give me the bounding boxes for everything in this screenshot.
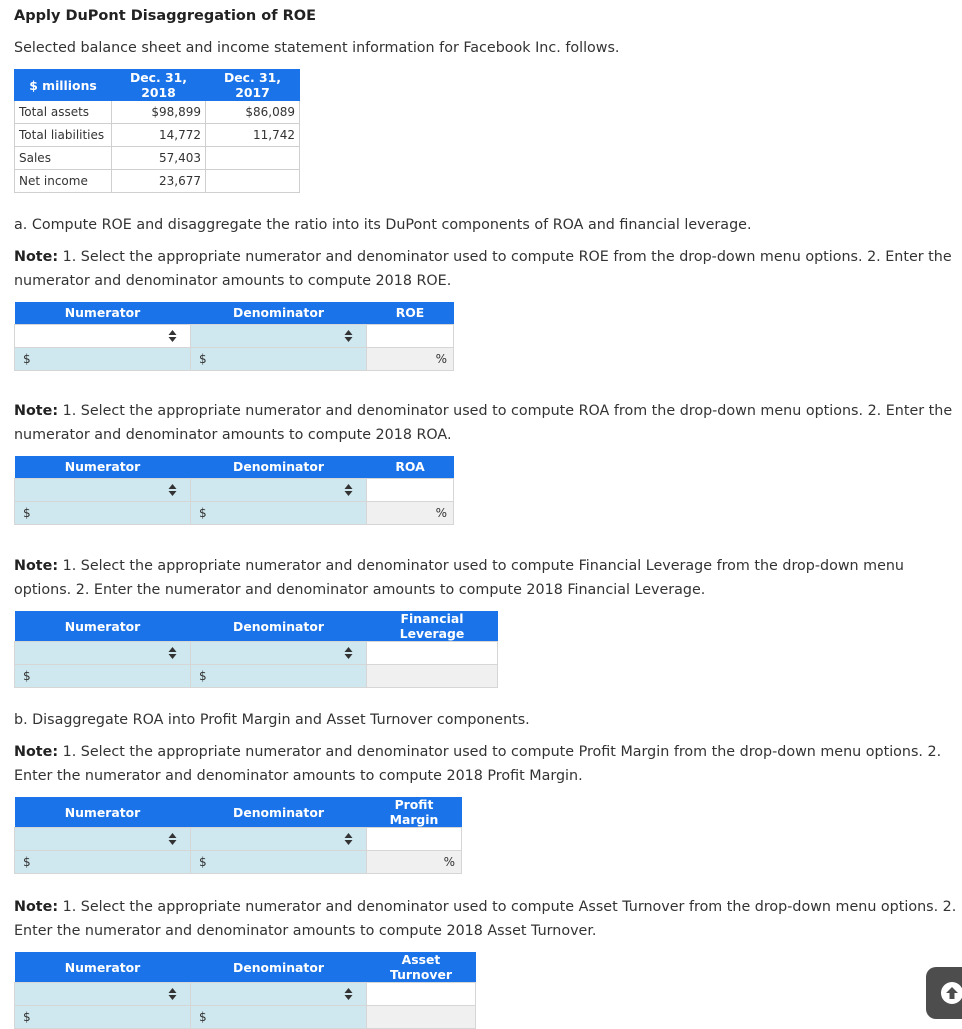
up-down-arrow-icon [344,646,353,660]
denominator-select[interactable] [191,478,367,501]
currency-symbol: $ [199,669,207,683]
numerator-input[interactable] [15,347,191,370]
denominator-header: Denominator [191,302,367,324]
roa-grid [14,456,454,525]
numerator-header: Numerator [15,952,191,983]
page-title: Apply DuPont Disaggregation of ROE [14,8,316,24]
financial-leverage-result-input[interactable] [367,665,498,688]
asset-turnover-blank [367,983,476,1006]
asset-turnover-result-input[interactable] [367,1006,476,1029]
row-label: Sales [15,147,112,170]
profit-margin-result-input[interactable] [367,851,462,874]
up-down-arrow-icon [168,483,177,497]
denominator-select[interactable] [191,642,367,665]
currency-symbol: $ [199,505,207,520]
currency-symbol: $ [23,351,31,366]
note-text: 1. Select the appropriate numerator and denominator used to compute ROA from the drop-down menu options. 2. Enter the numerator and denominator amounts to compute 2018 ROA. [14,403,953,443]
numerator-input[interactable] [15,1006,191,1029]
numerator-select[interactable] [15,642,191,665]
financial-leverage-grid [14,611,498,688]
numerator-select[interactable] [15,478,191,501]
percent-symbol: % [435,505,447,520]
asset-turnover-grid [14,952,476,1029]
denominator-input[interactable] [191,501,367,524]
denominator-header: Denominator [191,952,367,983]
denominator-select[interactable] [191,324,367,347]
denominator-header: Denominator [191,797,367,828]
profit-margin-blank [367,828,462,851]
up-down-arrow-icon [168,987,177,1001]
roa-blank [367,478,454,501]
roa-header: ROA [367,456,454,478]
balance-sheet-table [14,69,300,193]
denominator-input[interactable] [191,347,367,370]
row-label: Total assets [15,101,112,124]
up-down-arrow-icon [168,832,177,846]
numerator-input[interactable] [15,501,191,524]
value-2018: 23,677 [112,170,206,193]
table-row [15,147,300,170]
scroll-up-button[interactable] [926,967,962,1019]
numerator-select[interactable] [15,324,191,347]
numerator-input[interactable] [15,665,191,688]
note-label: Note: [14,899,59,915]
up-down-arrow-icon [344,832,353,846]
currency-symbol: $ [199,351,207,366]
table-row [15,124,300,147]
asset-turnover-header: Asset Turnover [367,952,476,983]
numerator-input[interactable] [15,851,191,874]
row-label: Net income [15,170,112,193]
column-header: Dec. 31, 2017 [206,70,300,101]
up-down-arrow-icon [344,483,353,497]
pm-note [14,740,959,788]
note-label: Note: [14,558,59,574]
numerator-select[interactable] [15,983,191,1006]
part-b-prompt: b. Disaggregate ROA into Profit Margin and Asset Turnover components. [14,712,530,728]
arrow-up-icon [940,981,962,1005]
numerator-select[interactable] [15,828,191,851]
value-2017: 11,742 [206,124,300,147]
numerator-header: Numerator [15,611,191,642]
up-down-arrow-icon [168,646,177,660]
intro-text: Selected balance sheet and income statement information for Facebook Inc. follows. [14,40,620,56]
denominator-input[interactable] [191,1006,367,1029]
currency-symbol: $ [199,855,207,869]
currency-symbol: $ [199,1010,207,1024]
value-2017 [206,170,300,193]
part-a-prompt: a. Compute ROE and disaggregate the ratio into its DuPont components of ROA and financial leverage. [14,217,752,233]
roe-note [14,245,959,293]
currency-symbol: $ [23,669,31,683]
value-2018: 57,403 [112,147,206,170]
column-header: $ millions [15,70,112,101]
roe-grid [14,302,454,371]
denominator-input[interactable] [191,851,367,874]
note-text: 1. Select the appropriate numerator and denominator used to compute Profit Margin from the drop-down menu options. 2. Enter the numerator and denominator amounts to compute 2018 Profit Margin. [14,744,942,784]
percent-symbol: % [443,855,455,869]
roe-result-input[interactable] [367,347,454,370]
note-label: Note: [14,249,59,265]
up-down-arrow-icon [168,329,177,343]
numerator-header: Numerator [15,456,191,478]
roa-result-input[interactable] [367,501,454,524]
numerator-header: Numerator [15,302,191,324]
at-note [14,895,959,943]
currency-symbol: $ [23,855,31,869]
percent-symbol: % [435,351,447,366]
table-row [15,101,300,124]
column-header: Dec. 31, 2018 [112,70,206,101]
row-label: Total liabilities [15,124,112,147]
up-down-arrow-icon [344,987,353,1001]
denominator-header: Denominator [191,456,367,478]
numerator-header: Numerator [15,797,191,828]
value-2017 [206,147,300,170]
denominator-header: Denominator [191,611,367,642]
note-label: Note: [14,403,59,419]
value-2018: $98,899 [112,101,206,124]
note-text: 1. Select the appropriate numerator and denominator used to compute ROE from the drop-down menu options. 2. Enter the numerator and denominator amounts to compute 2018 ROE. [14,249,952,289]
table-header-row [15,70,300,101]
table-row [15,170,300,193]
denominator-input[interactable] [191,665,367,688]
note-text: 1. Select the appropriate numerator and denominator used to compute Asset Turnover from the drop-down menu options. 2. Enter the numerator and denominator amounts to compute 2018 Asset Turnover. [14,899,957,939]
value-2017: $86,089 [206,101,300,124]
currency-symbol: $ [23,1010,31,1024]
profit-margin-grid [14,797,462,874]
roe-header: ROE [367,302,454,324]
roa-note [14,399,959,447]
financial-leverage-blank [367,642,498,665]
denominator-select[interactable] [191,983,367,1006]
denominator-select[interactable] [191,828,367,851]
up-down-arrow-icon [344,329,353,343]
roe-blank [367,324,454,347]
note-text: 1. Select the appropriate numerator and denominator used to compute Financial Leverage from the drop-down menu options. 2. Enter the numerator and denominator amounts to compute 2018 Financial Leverage. [14,558,904,598]
value-2018: 14,772 [112,124,206,147]
fl-note [14,554,959,602]
profit-margin-header: Profit Margin [367,797,462,828]
currency-symbol: $ [23,505,31,520]
note-label: Note: [14,744,59,760]
financial-leverage-header: Financial Leverage [367,611,498,642]
